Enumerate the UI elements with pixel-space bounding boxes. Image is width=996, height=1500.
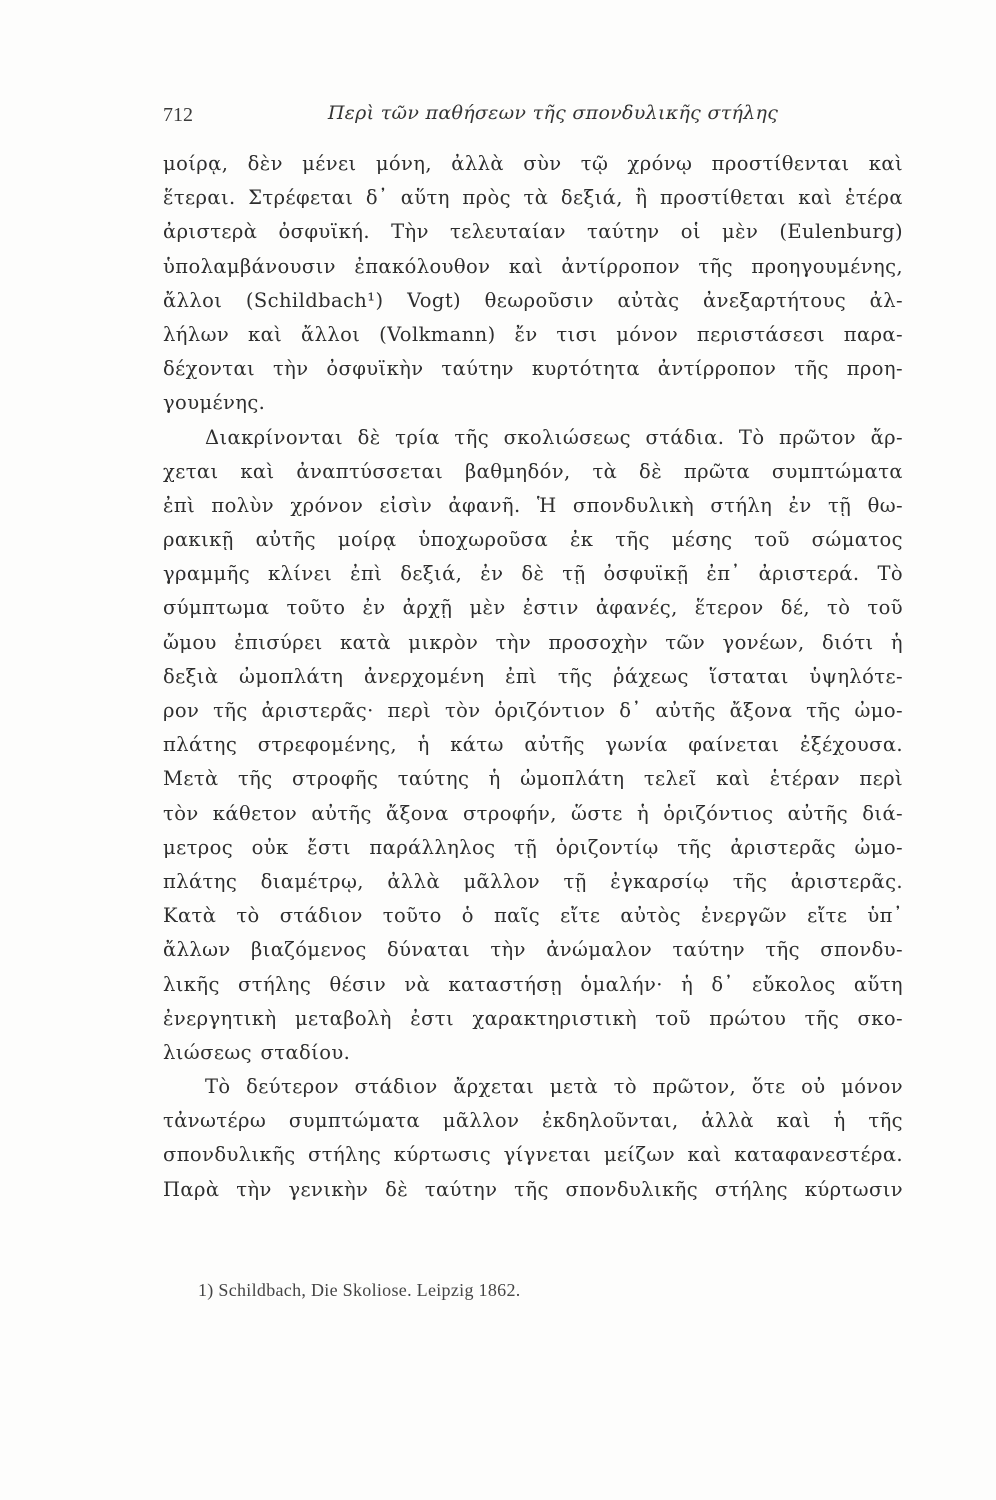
page-number: 712 — [163, 104, 193, 126]
text-line: πλάτης στρεφομένης, ἡ κάτω αὐτῆς γωνία φαίνεται ἐξέχουσα. — [163, 733, 903, 757]
text-line: χεται καὶ ἀναπτύσσεται βαθμηδόν, τὰ δὲ πρῶτα συμπτώματα — [163, 459, 903, 483]
text-line: ἐνεργητικὴ μεταβολὴ ἐστι χαρακτηριστικὴ τοῦ πρώτου τῆς σκο- — [163, 1006, 903, 1030]
text-line: μοίρᾳ, δὲν μένει μόνη, ἀλλὰ σὺν τῷ χρόνῳ προστίθενται καὶ — [163, 152, 903, 175]
text-line: Μετὰ τῆς στροφῆς ταύτης ἡ ὠμοπλάτη τελεῖ καὶ ἑτέραν περὶ — [163, 767, 903, 791]
text-line: Παρὰ τὴν γενικὴν δὲ ταύτην τῆς σπονδυλικῆς στήλης κύρτωσιν — [163, 1177, 903, 1201]
running-title: Περὶ τῶν παθήσεων τῆς σπονδυλικῆς στήλης — [327, 102, 779, 124]
text-line: δεξιὰ ὠμοπλάτη ἀνερχομένη ἐπὶ τῆς ῥάχεως ἵσταται ὑψηλότε- — [163, 664, 903, 688]
text-line: ἀριστερὰ ὀσφυϊκή. Τὴν τελευταίαν ταύτην οἱ μὲν (Eulenburg) — [163, 220, 903, 244]
text-line: ἐπὶ πολὺν χρόνον εἰσὶν ἀφανῆ. Ἡ σπονδυλικὴ στήλη ἐν τῇ θω- — [163, 493, 903, 517]
text-line: ρακικῇ αὐτῆς μοίρᾳ ὑποχωροῦσα ἐκ τῆς μέσης τοῦ σώματος — [163, 528, 903, 552]
text-line: τἀνωτέρω συμπτώματα μᾶλλον ἐκδηλοῦνται, ἀλλὰ καὶ ἡ τῆς — [163, 1109, 903, 1133]
text-line: πλάτης διαμέτρῳ, ἀλλὰ μᾶλλον τῇ ἐγκαρσίῳ τῆς ἀριστερᾶς. — [163, 869, 903, 893]
page-header — [163, 100, 903, 130]
text-line: ρον τῆς ἀριστερᾶς· περὶ τὸν ὁριζόντιον δ᾽ αὐτῆς ἄξονα τῆς ὠμο- — [163, 699, 903, 722]
text-line: σύμπτωμα τοῦτο ἐν ἀρχῇ μὲν ἐστιν ἀφανές, ἕτερον δέ, τὸ τοῦ — [163, 596, 903, 620]
text-line: Διακρίνονται δὲ τρία τῆς σκολιώσεως στάδια. Τὸ πρῶτον ἄρ- — [205, 425, 903, 449]
text-line: γουμένης. — [163, 391, 266, 415]
text-line: ἄλλων βιαζόμενος δύναται τὴν ἀνώμαλον ταύτην τῆς σπονδυ- — [163, 938, 903, 962]
text-line: μετρος οὐκ ἔστι παράλληλος τῇ ὁριζοντίῳ τῆς ἀριστερᾶς ὠμο- — [163, 835, 903, 859]
footnote: 1) Schildbach, Die Skoliose. Leipzig 1862. — [198, 1280, 521, 1300]
text-line: γραμμῆς κλίνει ἐπὶ δεξιά, ἐν δὲ τῇ ὀσφυϊκῇ ἐπ᾽ ἀριστερά. Τὸ — [163, 562, 903, 586]
text-line: Τὸ δεύτερον στάδιον ἄρχεται μετὰ τὸ πρῶτον, ὅτε οὐ μόνον — [205, 1075, 903, 1099]
body-text — [163, 147, 903, 1207]
text-line: λιώσεως σταδίου. — [163, 1040, 351, 1064]
text-line: ἄλλοι (Schildbach¹) Vogt) θεωροῦσιν αὐτὰς ἀνεξαρτήτους ἀλ- — [163, 288, 903, 312]
text-line: λικῆς στήλης θέσιν νὰ καταστήσῃ ὁμαλήν· ἡ δ᾽ εὔκολος αὕτη — [163, 972, 903, 996]
text-line: ἕτεραι. Στρέφεται δ᾽ αὕτη πρὸς τὰ δεξιά, ἢ προστίθεται καὶ ἑτέρα — [163, 186, 903, 210]
text-line: τὸν κάθετον αὐτῆς ἄξονα στροφήν, ὥστε ἡ ὁριζόντιος αὐτῆς διά- — [163, 801, 903, 825]
text-line: ὤμου ἐπισύρει κατὰ μικρὸν τὴν προσοχὴν τῶν γονέων, διότι ἡ — [163, 630, 903, 654]
text-line: σπονδυλικῆς στήλης κύρτωσις γίγνεται μείζων καὶ καταφανεστέρα. — [163, 1143, 903, 1167]
text-line: δέχονται τὴν ὀσφυϊκὴν ταύτην κυρτότητα ἀντίρροπον τῆς προη- — [163, 357, 903, 381]
text-line: Κατὰ τὸ στάδιον τοῦτο ὁ παῖς εἴτε αὐτὸς ἐνεργῶν εἴτε ὑπ᾽ — [163, 904, 903, 928]
text-line: λήλων καὶ ἄλλοι (Volkmann) ἔν τισι μόνον περιστάσεσι παρα- — [163, 322, 903, 346]
text-line: ὑπολαμβάνουσιν ἐπακόλουθον καὶ ἀντίρροπον τῆς προηγουμένης, — [163, 254, 903, 278]
